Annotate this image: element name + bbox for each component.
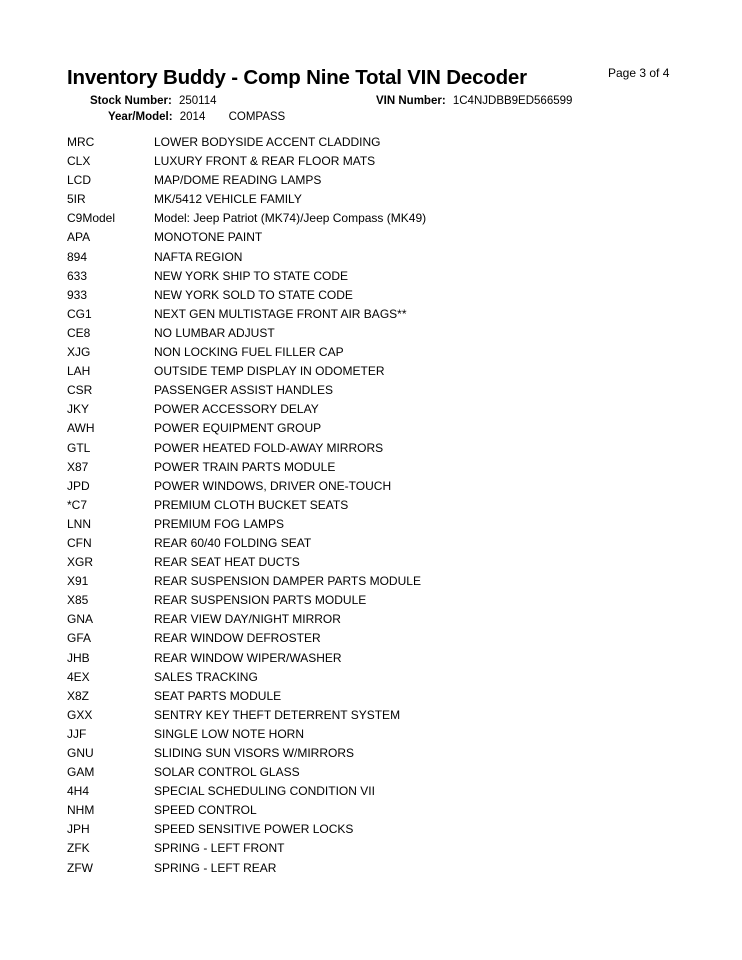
option-description: POWER TRAIN PARTS MODULE [154,459,336,474]
table-row [0,342,742,361]
option-description: SLIDING SUN VISORS W/MIRRORS [154,746,355,760]
option-description: OUTSIDE TEMP DISPLAY IN ODOMETER [154,364,385,379]
option-description: SPRING - LEFT REAR [154,860,277,875]
option-description: SENTRY KEY THEFT DETERRENT SYSTEM [154,707,401,722]
option-code: JHB [67,650,90,665]
stock-number-field [90,95,217,107]
option-description: REAR WINDOW WIPER/WASHER [154,650,342,665]
table-row [0,132,742,151]
option-description: SOLAR CONTROL GLASS [154,765,300,780]
table-row [0,705,742,724]
option-code: CFN [67,535,92,550]
option-description: POWER EQUIPMENT GROUP [154,421,322,436]
option-code: X8Z [67,688,90,703]
table-row [0,418,742,437]
page-title: Inventory Buddy - Comp Nine Total VIN Decoder [67,66,527,89]
stock-number-label: Stock Number: [90,95,172,107]
option-description: NEW YORK SHIP TO STATE CODE [154,268,349,283]
option-code: MRC [67,135,95,149]
option-description: REAR 60/40 FOLDING SEAT [154,535,312,550]
year-model-field [108,111,285,123]
option-code: AWH [67,421,95,436]
option-description: REAR VIEW DAY/NIGHT MIRROR [154,612,341,627]
page-number: Page 3 of 4 [608,66,670,80]
table-row [0,552,742,571]
option-description: LOWER BODYSIDE ACCENT CLADDING [154,135,381,149]
table-row [0,361,742,380]
option-code: XJG [67,345,91,360]
option-code: 5IR [67,192,86,207]
option-code: CE8 [67,325,91,340]
option-description: PREMIUM CLOTH BUCKET SEATS [154,497,349,512]
option-description: REAR WINDOW DEFROSTER [154,631,321,646]
table-row [0,628,742,647]
option-code: 4EX [67,669,90,684]
option-code: GNU [67,746,94,760]
table-row [0,858,742,877]
option-description: NO LUMBAR ADJUST [154,325,275,340]
option-description: MONOTONE PAINT [154,230,263,245]
option-code: XGR [67,555,94,570]
table-row [0,800,742,819]
option-code: GNA [67,612,94,627]
option-code: GAM [67,765,95,780]
table-row [0,762,742,781]
option-code: CG1 [67,306,92,321]
option-code: JPH [67,822,90,837]
table-row [0,686,742,705]
option-code: X87 [67,459,89,474]
option-code: X85 [67,593,89,608]
table-row [0,438,742,457]
table-row [0,648,742,667]
table-row [0,227,742,246]
option-code: CSR [67,383,93,398]
option-code-list [0,132,742,877]
option-description: PASSENGER ASSIST HANDLES [154,383,333,398]
table-row [0,724,742,743]
table-row [0,838,742,857]
table-row [0,667,742,686]
option-code: GTL [67,440,91,455]
option-description: SPRING - LEFT FRONT [154,841,285,856]
option-code: GXX [67,707,93,722]
table-row [0,476,742,495]
option-description: NON LOCKING FUEL FILLER CAP [154,345,344,360]
option-code: 933 [67,287,88,302]
stock-number-value: 250114 [179,95,217,107]
option-code: LNN [67,516,92,531]
table-row [0,380,742,399]
table-row [0,743,742,762]
option-description: SINGLE LOW NOTE HORN [154,726,305,741]
table-row [0,285,742,304]
option-description: SALES TRACKING [154,669,258,684]
table-row [0,266,742,285]
model-value: COMPASS [228,111,286,123]
table-row [0,457,742,476]
option-description: SPEED CONTROL [154,803,257,818]
option-code: 894 [67,249,88,264]
vin-number-label: VIN Number: [376,95,446,107]
option-description: SPEED SENSITIVE POWER LOCKS [154,822,354,837]
table-row [0,151,742,170]
table-row [0,304,742,323]
option-description: REAR SEAT HEAT DUCTS [154,555,300,570]
option-code: LCD [67,173,92,188]
table-row [0,170,742,189]
option-code: NHM [67,803,95,818]
table-row [0,781,742,800]
table-row [0,590,742,609]
option-description: POWER HEATED FOLD-AWAY MIRRORS [154,440,384,455]
option-code: *C7 [67,497,88,512]
option-code: C9Model [67,211,116,226]
option-description: POWER ACCESSORY DELAY [154,402,319,417]
option-code: 633 [67,268,88,283]
year-model-label: Year/Model: [108,111,173,123]
table-row [0,323,742,342]
option-code: LAH [67,364,91,379]
option-description: NAFTA REGION [154,249,243,264]
option-description: NEXT GEN MULTISTAGE FRONT AIR BAGS** [154,306,407,321]
vin-number-value: 1C4NJDBB9ED566599 [452,95,573,107]
table-row [0,609,742,628]
option-code: JKY [67,402,90,417]
option-code: JJF [67,726,87,741]
year-value: 2014 [179,111,206,123]
option-description: POWER WINDOWS, DRIVER ONE-TOUCH [154,478,392,493]
table-row [0,819,742,838]
option-description: LUXURY FRONT & REAR FLOOR MATS [154,154,376,169]
option-code: GFA [67,631,92,646]
table-row [0,495,742,514]
option-code: JPD [67,478,90,493]
vin-number-field [376,95,572,107]
table-row [0,571,742,590]
option-code: CLX [67,154,91,169]
option-code: ZFW [67,860,93,875]
table-row [0,189,742,208]
option-description: Model: Jeep Patriot (MK74)/Jeep Compass (MK49) [154,211,427,226]
table-row [0,247,742,266]
option-code: 4H4 [67,784,90,799]
option-code: X91 [67,574,89,589]
table-row [0,399,742,418]
option-code: APA [67,230,91,245]
option-description: MAP/DOME READING LAMPS [154,173,322,188]
option-description: NEW YORK SOLD TO STATE CODE [154,287,353,302]
option-description: MK/5412 VEHICLE FAMILY [154,192,302,207]
option-description: SPECIAL SCHEDULING CONDITION VII [154,784,375,799]
option-description: REAR SUSPENSION DAMPER PARTS MODULE [154,574,421,589]
option-description: SEAT PARTS MODULE [154,688,282,703]
table-row [0,208,742,227]
table-row [0,533,742,552]
option-code: ZFK [67,841,90,856]
option-description: PREMIUM FOG LAMPS [154,516,285,531]
option-description: REAR SUSPENSION PARTS MODULE [154,593,367,608]
table-row [0,514,742,533]
